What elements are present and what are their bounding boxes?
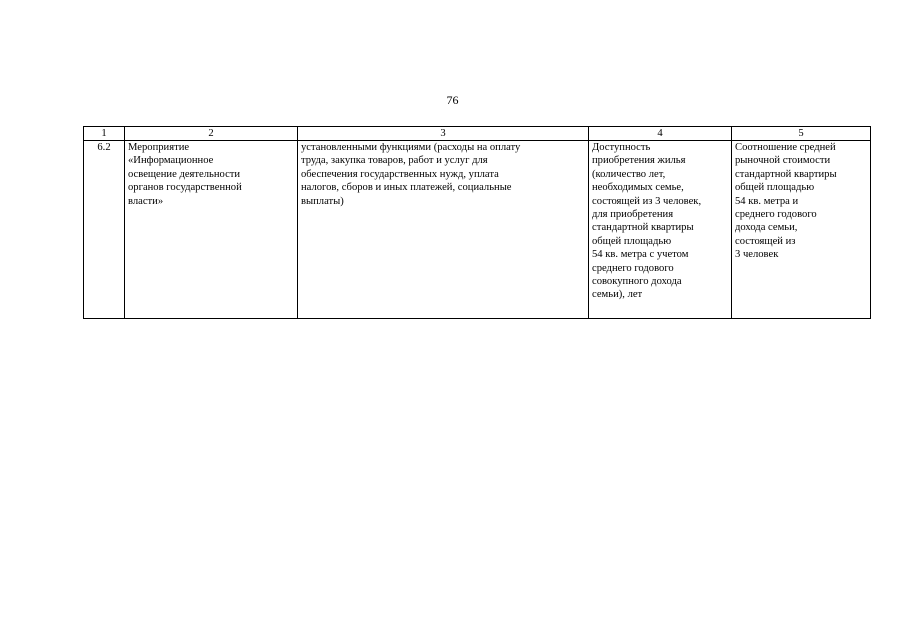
cell-line: стандартной квартиры — [735, 168, 837, 180]
page-number: 76 — [446, 93, 459, 107]
header-col-1: 1 — [84, 127, 125, 141]
cell-line: общей площадью — [735, 182, 815, 194]
cell-line: 54 кв. метра с учетом — [592, 249, 689, 261]
cell-line: установленными функциями (расходы на оплату — [301, 142, 521, 153]
header-col-4: 4 — [589, 127, 732, 141]
row-number-cell: 6.2 — [84, 141, 125, 319]
cell-line: труда, закупка товаров, работ и услуг для — [301, 155, 488, 167]
cell-line: Доступность — [592, 142, 651, 153]
indicator-cell — [589, 141, 732, 319]
cell-line: власти» — [128, 195, 164, 207]
cell-line: общей площадью — [592, 235, 672, 247]
cell-line: дохода семьи, — [735, 222, 798, 234]
cell-line: необходимых семье, — [592, 182, 684, 194]
cell-line: Соотношение средней — [735, 142, 836, 153]
cell-line: органов государственной — [128, 182, 242, 194]
cell-line: состоящей из — [735, 235, 796, 247]
cell-line: (количество лет, — [592, 168, 666, 180]
cell-line: состоящей из 3 человек, — [592, 195, 702, 207]
cell-line: «Информационное — [128, 155, 214, 167]
cell-line: для приобретения — [592, 209, 674, 221]
table-row — [84, 141, 871, 319]
indicators-table — [83, 126, 871, 319]
cell-line: стандартной квартиры — [592, 222, 694, 234]
header-col-3: 3 — [298, 127, 589, 141]
cell-line: 54 кв. метра и — [735, 195, 799, 207]
cell-line: среднего годового — [592, 262, 674, 274]
cell-line: семьи), лет — [592, 289, 643, 301]
header-col-2: 2 — [125, 127, 298, 141]
cell-line: освещение деятельности — [128, 168, 241, 180]
cell-line: среднего годового — [735, 209, 817, 221]
event-name-cell — [125, 141, 298, 319]
cell-line: совокупного дохода — [592, 276, 682, 288]
cell-line: 3 человек — [735, 249, 779, 261]
expenses-cell — [298, 141, 589, 319]
cell-line: приобретения жилья — [592, 155, 686, 167]
ratio-cell — [732, 141, 871, 319]
cell-line: Мероприятие — [128, 142, 190, 153]
header-row — [84, 127, 871, 141]
cell-line: налогов, сборов и иных платежей, социальные — [301, 182, 512, 194]
cell-line: выплаты) — [301, 195, 344, 207]
cell-line: рыночной стоимости — [735, 155, 831, 167]
cell-line: обеспечения государственных нужд, уплата — [301, 168, 499, 180]
header-col-5: 5 — [732, 127, 871, 141]
